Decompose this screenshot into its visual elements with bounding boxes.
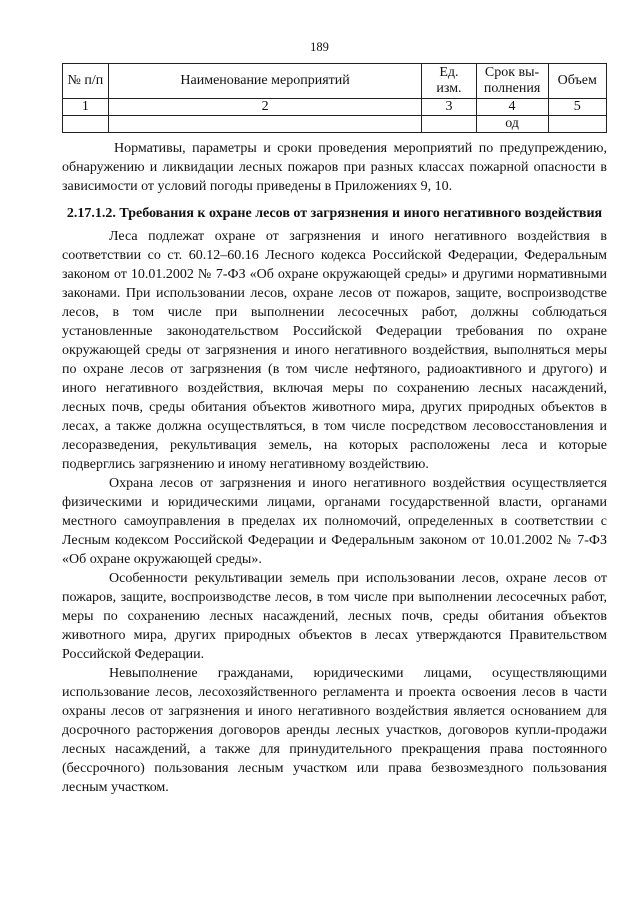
table-cell: 3 (422, 99, 476, 116)
table-cell: 4 (476, 99, 548, 116)
table-cell (63, 116, 109, 133)
table-cell (108, 116, 422, 133)
body-text (62, 139, 607, 797)
table-row (63, 116, 607, 133)
paragraph: Особенности рекультивации земель при использовании лесов, охране лесов от пожаров, защите, воспроизводстве лесов, в том числе при выполнении лесосечных работ, меры по сохранению лесных насаждений, лесных почв, среды обитания объектов животного мира, других природных объектов в лесах утверждаются Правительством Российской Федерации. (62, 571, 607, 662)
table-cell: од (476, 116, 548, 133)
table-cell: 5 (548, 99, 606, 116)
header-unit: Ед. изм. (422, 64, 476, 99)
paragraph: Леса подлежат охране от загрязнения и иного негативного воздействия в соответствии со ст. 60.12–60.16 Лесного кодекса Российской Федерации, Федеральным законом от 10.01.2002 № 7-ФЗ «Об охране окружающей среды» и другими нормативными законами. При использовании лесов, охране лесов от пожаров, защите, воспроизводстве лесов, в том числе при выполнении лесосечных работ, должны соблюдаться установленные законодательством Российской Федерации требования по охране окружающей среды от загрязнения и иного негативного воздействия, выполняться меры по охране лесов от загрязнения (в том числе нефтяного, радиоактивного и другого) и иного негативного воздействия, включая меры по сохранению лесных насаждений, лесных почв, среды обитания объектов животного мира, других природных объектов в лесах, а также должна осуществляться, в том числе посредством лесовосстановления и лесоразведения, рекультивация земель, на которых расположены леса и которые подверглись загрязнению и иному негативному воздействию. (62, 229, 607, 472)
header-volume: Объем (548, 64, 606, 99)
table-cell (548, 116, 606, 133)
page-number: 189 (310, 40, 329, 54)
header-activity-name: Наименование мероприятий (108, 64, 422, 99)
measures-table (62, 63, 607, 133)
table-cell: 2 (108, 99, 422, 116)
table-header-row (63, 64, 607, 99)
paragraph: Невыполнение гражданами, юридическими лицами, осуществляющими использование лесов, лесохозяйственного регламента и проекта освоения лесов в части охраны лесов от загрязнения и иного негативного воздействия является основанием для досрочного расторжения договоров аренды лесных участков, договоров купли-продажи лесных насаждений, а также для принудительного прекращения права постоянного (бессрочного) пользования лесным участком или права безвозмездного пользования лесным участком. (62, 666, 607, 795)
header-number: № п/п (63, 64, 109, 99)
section-heading: 2.17.1.2. Требования к охране лесов от загрязнения и иного негативного воздействия (66, 206, 603, 221)
paragraph: Охрана лесов от загрязнения и иного негативного воздействия осуществляется физическими и юридическими лицами, органами государственной власти, органами местного самоуправления в пределах их полномочий, определенных в соответствии с Лесным кодексом Российской Федерации и Федеральным законом от 10.01.2002 № 7-ФЗ «Об охране окружающей среды». (62, 476, 607, 567)
intro-paragraph: Нормативы, параметры и сроки проведения мероприятий по предупреждению, обнаружению и ликвидации лесных пожаров при разных классах пожарной опасности в зависимости от условий погоды приведены в Приложениях 9, 10. (62, 141, 607, 194)
header-deadline: Срок вы- полнения (476, 64, 548, 99)
table-cell: 1 (63, 99, 109, 116)
table-row (63, 99, 607, 116)
table-cell (422, 116, 476, 133)
